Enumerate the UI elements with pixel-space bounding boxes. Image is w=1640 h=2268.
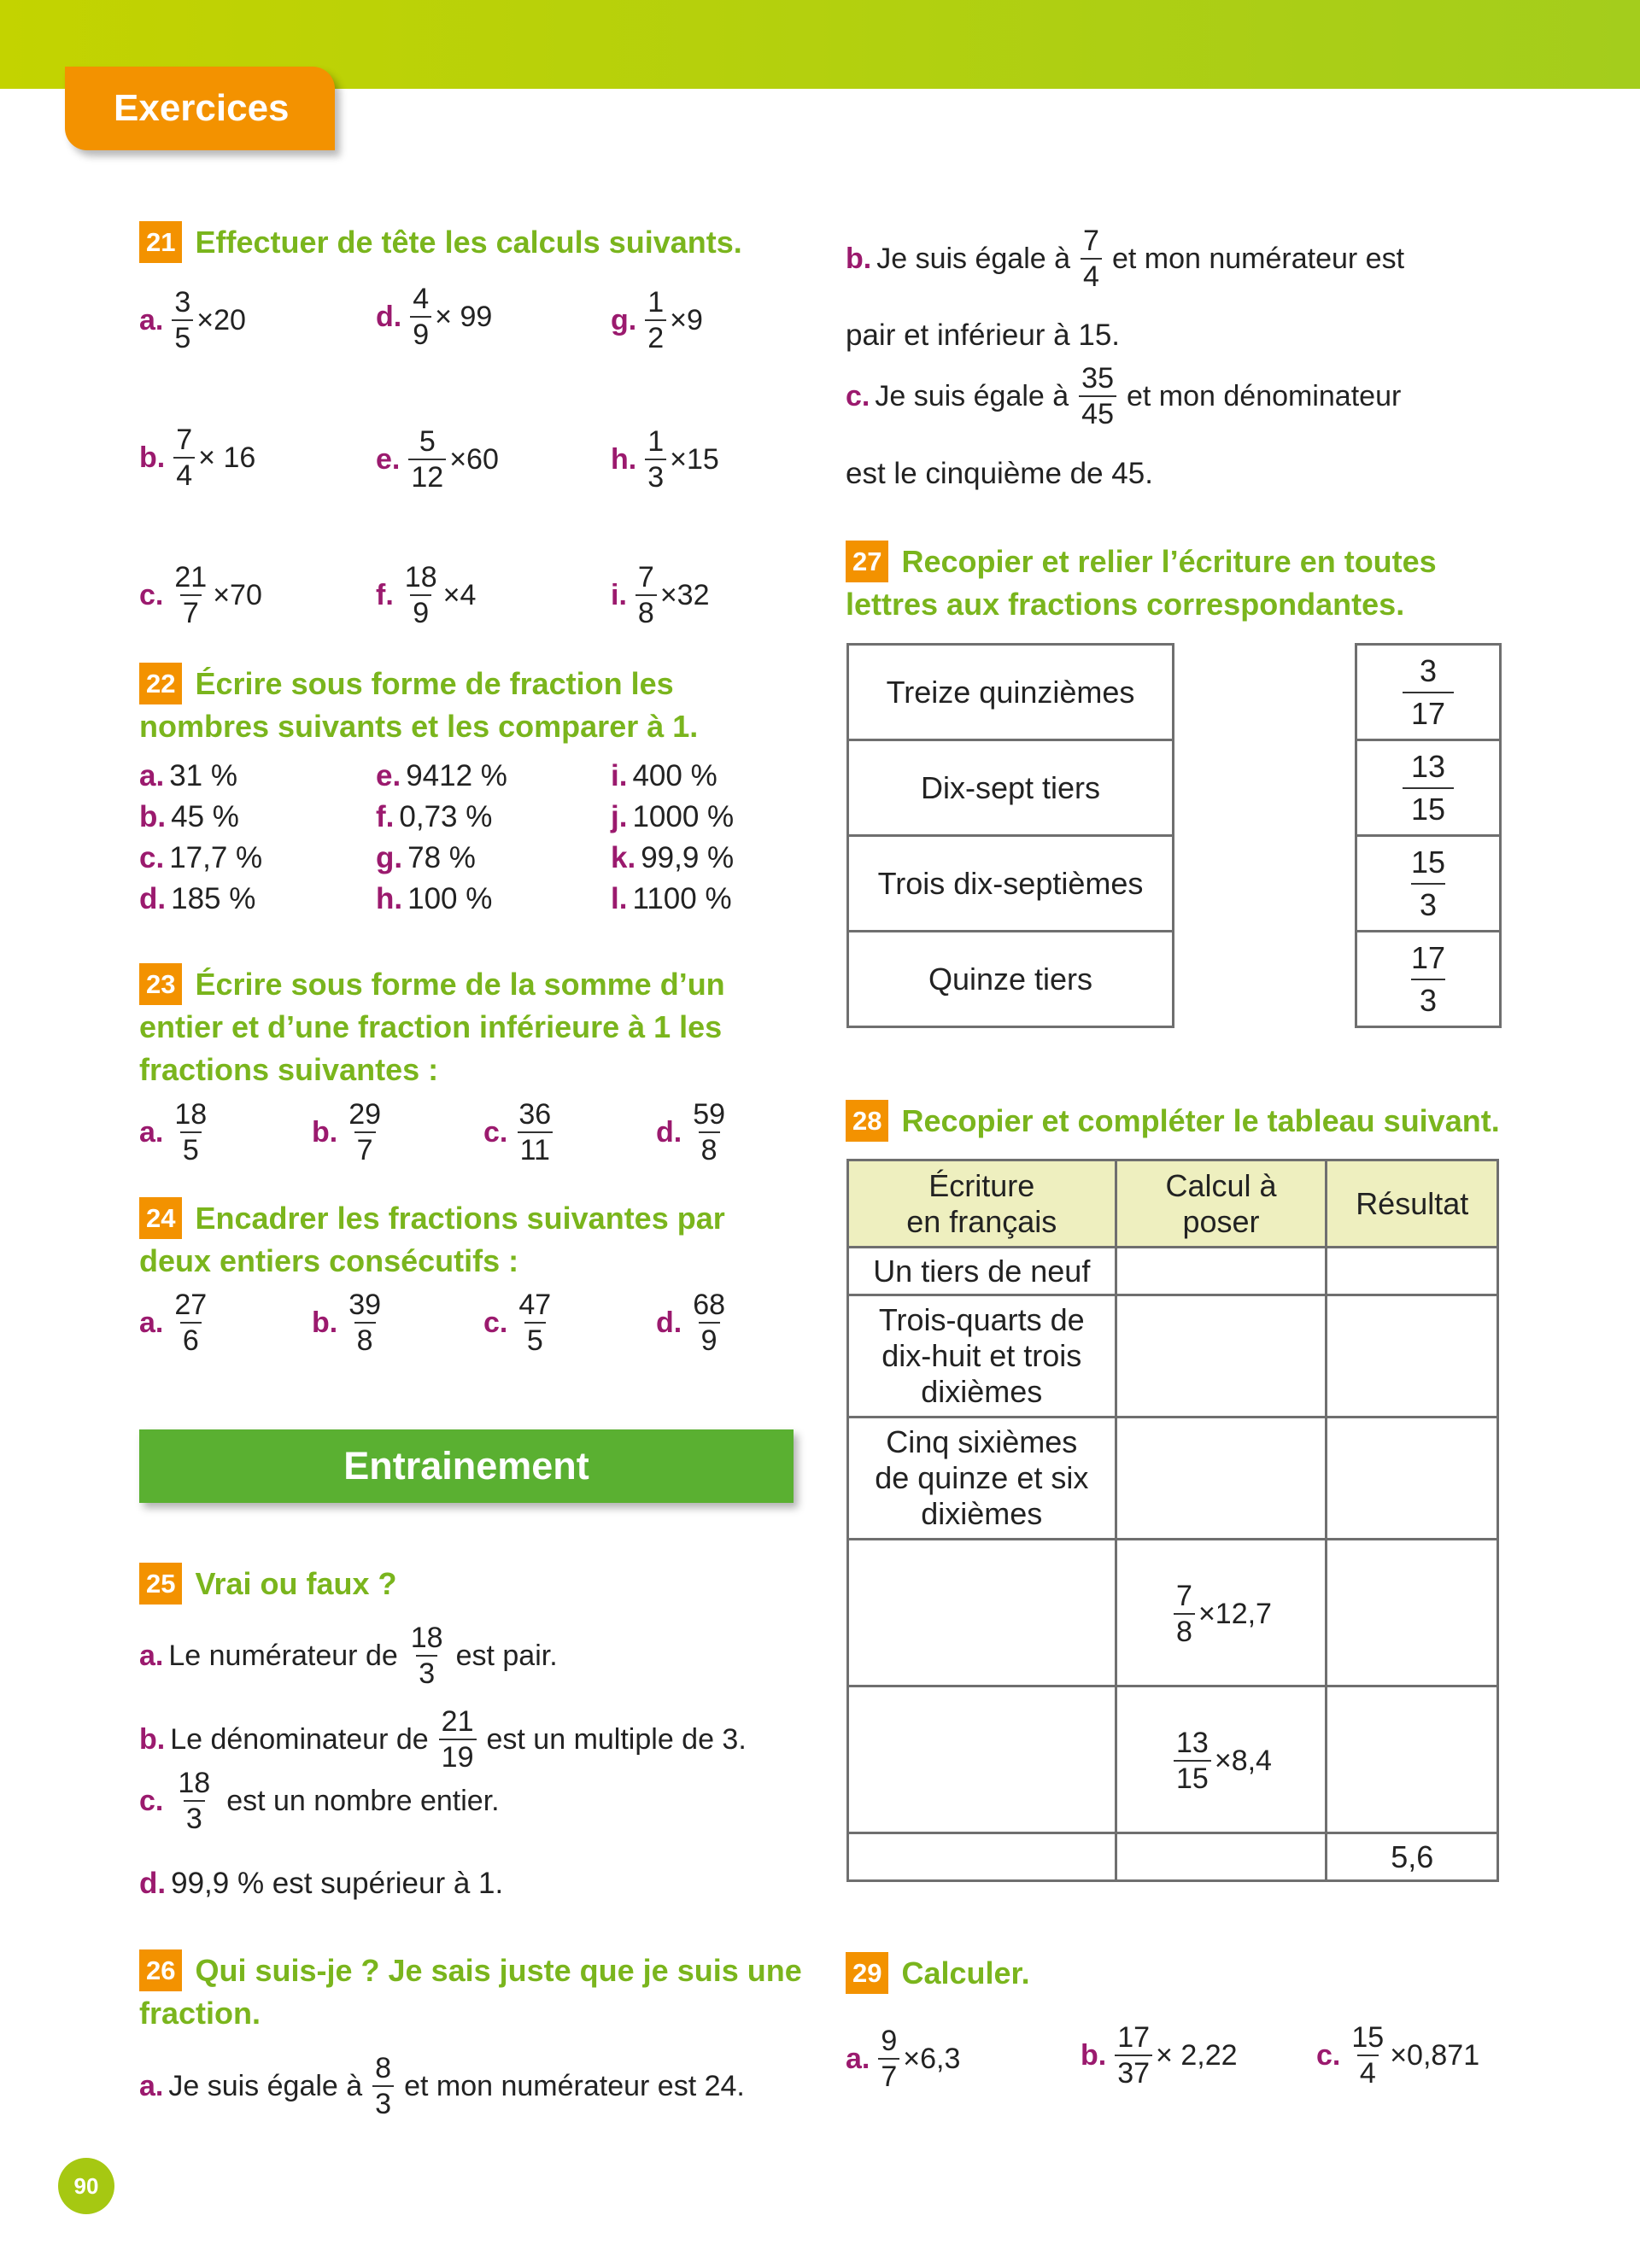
ex21-heading [139,221,742,264]
ex27-fraction-3: $\frac{15}{3}$ [1355,834,1502,932]
ex28-heading [846,1100,1500,1143]
ex28-row5-calc: $\frac{13}{15}$ ×8,4 [1116,1686,1327,1833]
ex23-item-a: a. $\frac{18}{5}$ [139,1098,208,1166]
section-tag: Exercices [65,67,335,150]
ex22-item-d: d. 185 % [139,882,256,915]
table-row [848,1418,1498,1540]
ex28-row2-result [1327,1295,1498,1418]
ex26-item-a: a. Je suis égale à $\frac{8}{3}$ et mon numérateur est 24. [139,2052,745,2120]
ex28-row4-result [1327,1540,1498,1686]
ex24-item-c: c. $\frac{47}{5}$ [483,1289,552,1357]
ex22-title-line1: Écrire sous forme de fraction les [195,666,674,701]
ex21-item-a: a. $\frac{3}{5}$ ×20 [139,286,246,354]
ex28-col-francais: Écriture en français [848,1160,1116,1248]
ex29-title: Calculer. [901,1955,1030,1990]
ex21-item-g: g. $\frac{1}{2}$ ×9 [611,286,703,354]
ex26-title-line2: fraction. [139,1996,261,2031]
ex27-heading [846,541,1437,626]
ex27-number: 27 [846,541,888,582]
ex29-number: 29 [846,1952,888,1994]
ex28-row3-text: Cinq sixièmes de quinze et six dixièmes [848,1418,1116,1540]
ex21-title: Effectuer de tête les calculs suivants. [195,225,742,260]
ex21-number: 21 [139,221,182,263]
ex25-item-c: c. $\frac{18}{3}$ est un nombre entier. [139,1767,500,1835]
ex28-table [846,1159,1499,1882]
ex26-number: 26 [139,1949,182,1991]
ex25-item-b: b. Le dénominateur de $\frac{21}{19}$ est un multiple de 3. [139,1705,747,1774]
ex21-item-f: f. $\frac{18}{9}$ ×4 [376,561,477,629]
ex27-word-4: Quinze tiers [846,930,1174,1028]
ex28-row4-text [848,1540,1116,1686]
ex26-item-c: c. Je suis égale à $\frac{35}{45}$ et mon dénominateur [846,362,1402,430]
ex26-item-b-line2: pair et inférieur à 15. [846,319,1121,352]
ex26-item-c-line2: est le cinquième de 45. [846,457,1153,490]
ex21-item-c: c. $\frac{21}{7}$ ×70 [139,561,262,629]
ex22-item-e: e. 9412 % [376,759,507,792]
ex27-fraction-4: $\frac{17}{3}$ [1355,930,1502,1028]
ex25-title: Vrai ou faux ? [195,1566,397,1601]
ex23-number: 23 [139,963,182,1005]
ex28-col-resultat: Résultat [1327,1160,1498,1248]
ex24-title-line1: Encadrer les fractions suivantes par [195,1201,725,1236]
ex23-item-d: d. $\frac{59}{8}$ [656,1098,726,1166]
ex24-number: 24 [139,1197,182,1239]
ex27-fraction-2: $\frac{13}{15}$ [1355,739,1502,837]
table-row [848,1540,1498,1686]
ex27-fraction-1: $\frac{3}{17}$ [1355,643,1502,741]
ex22-item-j: j. 1000 % [611,800,735,833]
ex28-row4-calc: $\frac{7}{8}$ ×12,7 [1116,1540,1327,1686]
ex23-item-c: c. $\frac{36}{11}$ [483,1098,552,1166]
ex22-item-f: f. 0,73 % [376,800,493,833]
ex22-item-g: g. 78 % [376,841,476,874]
ex22-heading [139,663,698,748]
ex24-heading [139,1197,725,1283]
ex21-item-d: d. $\frac{4}{9}$ × 99 [376,283,493,351]
ex25-number: 25 [139,1563,182,1605]
ex26-title-line1: Qui suis-je ? Je sais juste que je suis une [195,1953,802,1988]
ex21-item-b: b. $\frac{7}{4}$ × 16 [139,424,256,492]
ex25-item-a: a. Le numérateur de $\frac{18}{3}$ est pair. [139,1622,558,1690]
ex21-item-i: i. $\frac{7}{8}$ ×32 [611,561,710,629]
ex27-title-line2: lettres aux fractions correspondantes. [846,587,1405,622]
table-row [848,1686,1498,1833]
ex29-item-c: c. $\frac{15}{4}$ ×0,871 [1316,2021,1480,2090]
ex25-item-d: d. 99,9 % est supérieur à 1. [139,1867,504,1900]
ex28-row6-result: 5,6 [1327,1833,1498,1881]
ex23-title-line2: entier et d’une fraction inférieure à 1 les [139,1009,723,1044]
ex27-word-3: Trois dix-septièmes [846,834,1174,932]
ex28-row5-result [1327,1686,1498,1833]
ex29-item-b: b. $\frac{17}{37}$ × 2,22 [1081,2021,1238,2090]
ex27-word-1: Treize quinzièmes [846,643,1174,741]
ex29-heading [846,1952,1030,1995]
ex23-heading [139,963,725,1091]
ex22-item-k: k. 99,9 % [611,841,735,874]
ex22-item-a: a. 31 % [139,759,237,792]
ex21-item-e: e. $\frac{5}{12}$ ×60 [376,425,499,494]
ex28-row3-calc [1116,1418,1327,1540]
ex28-row1-result [1327,1248,1498,1295]
ex24-item-a: a. $\frac{27}{6}$ [139,1289,208,1357]
ex28-row2-text: Trois-quarts de dix-huit et trois dixièmes [848,1295,1116,1418]
ex28-row6-calc [1116,1833,1327,1881]
ex22-number: 22 [139,663,182,704]
entrainement-banner: Entrainement [139,1429,794,1503]
ex29-item-a: a. $\frac{9}{7}$ ×6,3 [846,2025,961,2093]
ex22-item-c: c. 17,7 % [139,841,263,874]
ex28-row3-result [1327,1418,1498,1540]
ex24-item-d: d. $\frac{68}{9}$ [656,1289,726,1357]
ex23-item-b: b. $\frac{29}{7}$ [312,1098,382,1166]
ex28-col-calcul: Calcul à poser [1116,1160,1327,1248]
ex27-word-2: Dix-sept tiers [846,739,1174,837]
ex22-item-b: b. 45 % [139,800,239,833]
ex28-title: Recopier et compléter le tableau suivant. [901,1103,1500,1138]
ex23-title-line3: fractions suivantes : [139,1052,439,1087]
ex28-row2-calc [1116,1295,1327,1418]
ex24-title-line2: deux entiers consécutifs : [139,1243,519,1278]
table-row [848,1833,1498,1881]
ex28-row1-text: Un tiers de neuf [848,1248,1116,1295]
ex28-row1-calc [1116,1248,1327,1295]
ex22-item-i: i. 400 % [611,759,718,792]
ex22-item-h: h. 100 % [376,882,493,915]
ex24-item-b: b. $\frac{39}{8}$ [312,1289,382,1357]
ex27-title-line1: Recopier et relier l’écriture en toutes [901,544,1437,579]
ex28-header-row [848,1160,1498,1248]
ex22-title-line2: nombres suivants et les comparer à 1. [139,709,699,744]
ex22-item-l: l. 1100 % [611,882,732,915]
page-number: 90 [58,2158,114,2214]
ex26-heading [139,1949,802,2035]
ex25-heading [139,1563,397,1605]
ex26-item-b: b. Je suis égale à $\frac{7}{4}$ et mon numérateur est [846,225,1405,293]
ex28-number: 28 [846,1100,888,1142]
table-row [848,1295,1498,1418]
ex21-item-h: h. $\frac{1}{3}$ ×15 [611,425,719,494]
ex28-row5-text [848,1686,1116,1833]
table-row [848,1248,1498,1295]
ex28-row6-text [848,1833,1116,1881]
ex23-title-line1: Écrire sous forme de la somme d’un [195,967,725,1002]
